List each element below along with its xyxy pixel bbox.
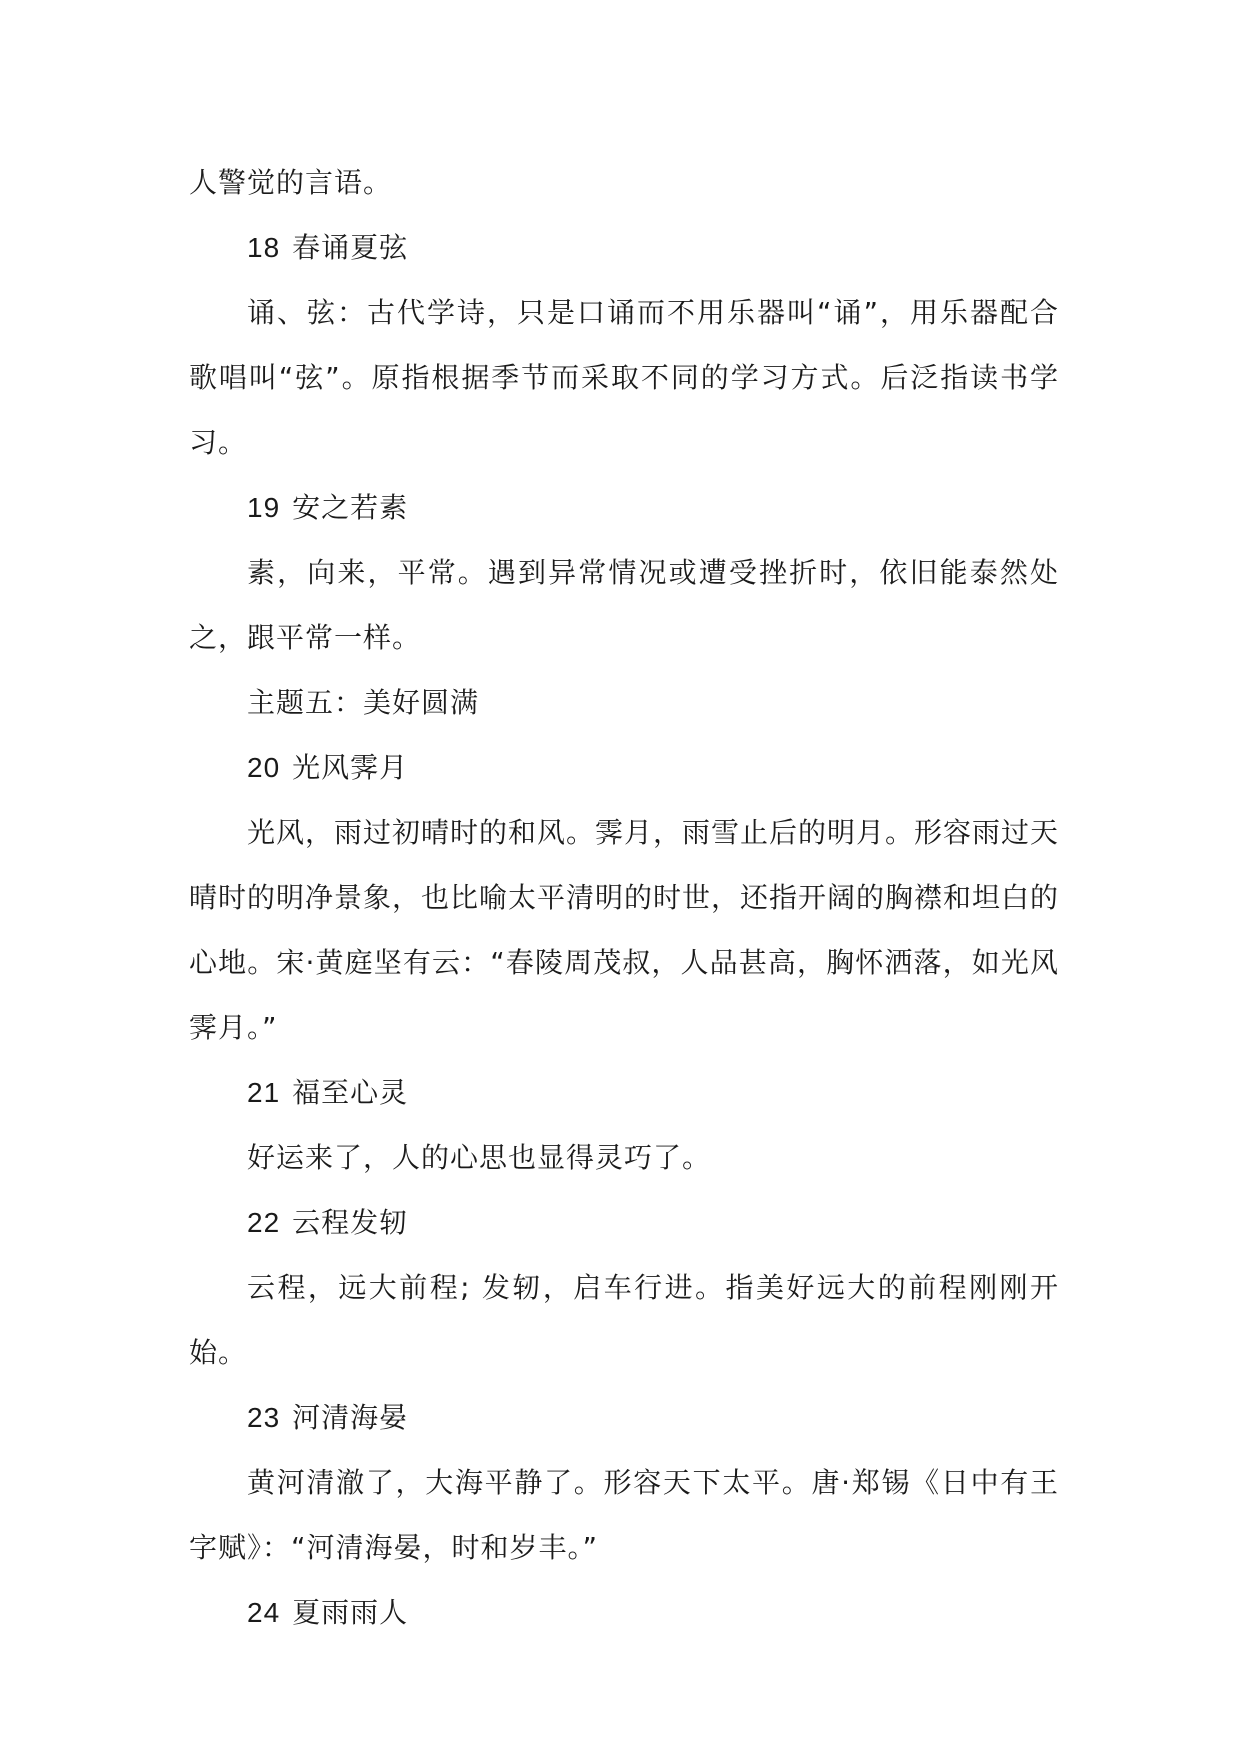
idiom-heading-20 xyxy=(189,735,1059,800)
idiom-heading-18 xyxy=(189,215,1059,280)
idiom-title: 夏雨雨人 xyxy=(292,1596,409,1629)
idiom-explanation-20: 光风，雨过初晴时的和风。霁月，雨雪止后的明月。形容雨过天晴时的明净景象，也比喻太平清明的时世，还指开阔的胸襟和坦白的心地。宋·黄庭坚有云：“春陵周茂叔，人品甚高，胸怀洒落，如光风霁月。” xyxy=(189,816,1060,1044)
idiom-number: 21 xyxy=(247,1077,281,1108)
idiom-number: 22 xyxy=(247,1207,281,1238)
paragraph-continuation: 人警觉的言语。 xyxy=(189,166,393,199)
idiom-heading-22 xyxy=(189,1190,1059,1255)
idiom-explanation-19: 素，向来，平常。遇到异常情况或遭受挫折时，依旧能泰然处之，跟平常一样。 xyxy=(189,556,1059,654)
idiom-number: 24 xyxy=(247,1597,281,1628)
document-page xyxy=(189,150,1059,1645)
idiom-heading-23 xyxy=(189,1385,1059,1450)
idiom-title: 福至心灵 xyxy=(292,1076,409,1109)
idiom-title: 安之若素 xyxy=(292,491,409,524)
idiom-explanation-21: 好运来了，人的心思也显得灵巧了。 xyxy=(247,1141,712,1174)
idiom-number: 19 xyxy=(247,492,281,523)
idiom-number: 23 xyxy=(247,1402,281,1433)
idiom-title: 云程发轫 xyxy=(292,1206,409,1239)
idiom-title: 河清海晏 xyxy=(292,1401,409,1434)
idiom-heading-21 xyxy=(189,1060,1059,1125)
theme-heading: 主题五：美好圆满 xyxy=(247,686,480,719)
idiom-explanation-22: 云程，远大前程; 发轫，启车行进。指美好远大的前程刚刚开始。 xyxy=(189,1271,1059,1369)
idiom-heading-19 xyxy=(189,475,1059,540)
idiom-number: 20 xyxy=(247,752,281,783)
idiom-number: 18 xyxy=(247,232,281,263)
idiom-heading-24 xyxy=(189,1580,1059,1645)
idiom-title: 春诵夏弦 xyxy=(292,231,409,264)
idiom-explanation-18: 诵、弦：古代学诗，只是口诵而不用乐器叫“诵”，用乐器配合歌唱叫“弦”。原指根据季节而采取不同的学习方式。后泛指读书学习。 xyxy=(189,296,1059,459)
idiom-explanation-23: 黄河清澈了，大海平静了。形容天下太平。唐·郑锡《日中有王字赋》：“河清海晏，时和岁丰。” xyxy=(189,1466,1059,1564)
idiom-title: 光风霁月 xyxy=(292,751,409,784)
